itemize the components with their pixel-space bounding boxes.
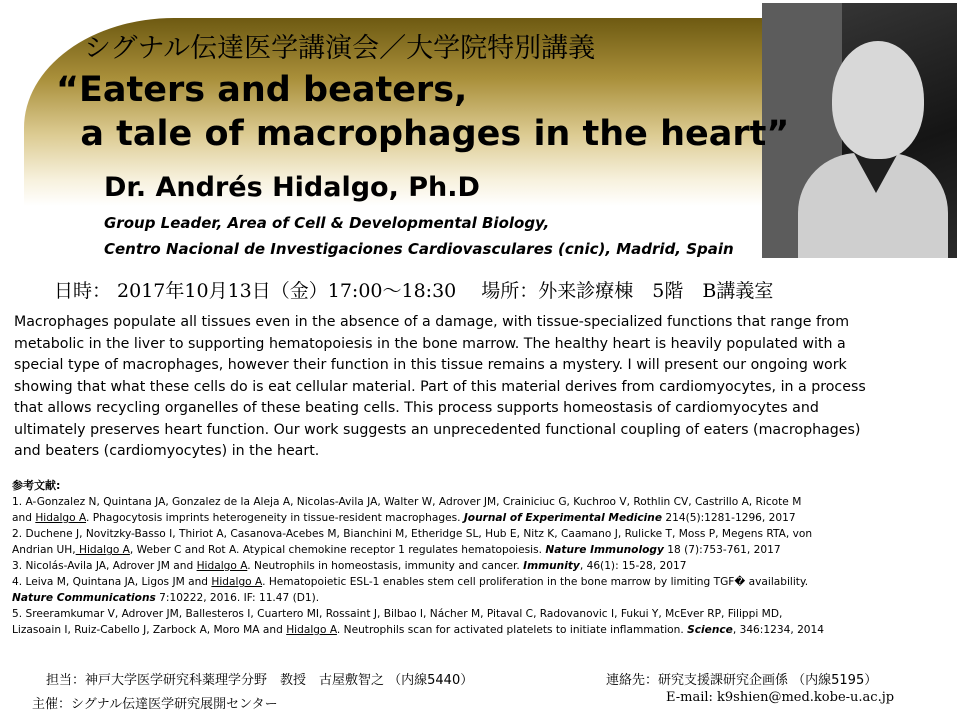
contact-office: 連絡先：研究支援課研究企画係 （内線5195）: [606, 673, 878, 688]
abstract-line: ultimately preserves heart function. Our work suggests an unprecedented functional coupling of eaters (macrophages): [14, 421, 861, 438]
references: [12, 478, 958, 638]
reference-5-line2: Lizasoain I, Ruiz-Cabello J, Zarbock A, Moro MA and Hidalgo A. Neutrophils scan for activated platelets to initiate inflammation. Science, 346:1234, 2014: [12, 624, 825, 636]
contact-email[interactable]: E-mail: k9shien@med.kobe-u.ac.jp: [666, 690, 895, 705]
abstract-line: metabolic in the liver to supporting hematopoiesis in the bone marrow. The healthy heart is heavily populated with a: [14, 335, 846, 352]
reference-3: 3. Nicolás-Avila JA, Adrover JM and Hidalgo A. Neutrophils in homeostasis, immunity and cancer. Immunity, 46(1): 15-28, 2017: [12, 560, 687, 572]
journal-name: Nature Immunology: [545, 544, 664, 556]
abstract-line: showing that what these cells do is eat cellular material. Part of this material derives from cardiomyocytes, in a process: [14, 378, 866, 395]
photo-head: [832, 41, 924, 159]
abstract-line: special type of macrophages, however their function in this tissue remains a mystery. I will present our ongoing work: [14, 357, 847, 373]
reference-2-line1: 2. Duchene J, Novitzky-Basso I, Thiriot A, Casanova-Acebes M, Bianchini M, Etheridge SL, Hub E, Nitz K, Caamano J, Rulicke T, Moss P, Megens RTA, von: [12, 528, 813, 540]
date-and-venue: 日時： 2017年10月13日（金）17:00〜18:30 場所：外来診療棟 5階 B講義室: [54, 280, 774, 302]
journal-name: Nature Communications: [12, 592, 156, 604]
journal-name: Science: [687, 624, 733, 636]
abstract: [14, 312, 954, 463]
journal-name: Journal of Experimental Medicine: [463, 512, 663, 524]
affiliation-line1: Group Leader, Area of Cell & Developmental Biology,: [104, 214, 550, 232]
author-highlight: Hidalgo A: [286, 624, 337, 636]
reference-4-line1: 4. Leiva M, Quintana JA, Ligos JM and Hidalgo A. Hematopoietic ESL-1 enables stem cell proliferation in the bone marrow by limiting TGF� availability.: [12, 576, 809, 588]
references-heading: 参考文献:: [12, 479, 61, 492]
abstract-line: and beaters (cardiomyocytes) in the heart.: [14, 443, 320, 459]
abstract-line: Macrophages populate all tissues even in the absence of a damage, with tissue-specialized functions that range from: [14, 314, 850, 330]
talk-title-line2: a tale of macrophages in the heart”: [56, 114, 790, 154]
author-highlight: Hidalgo A: [75, 544, 130, 556]
contact-person: 担当：神戸大学医学研究科薬理学分野 教授 古屋敷智之 （内線5440）: [46, 673, 474, 688]
author-highlight: Hidalgo A: [196, 560, 248, 572]
organizer: 主催：シグナル伝達医学研究展開センター: [32, 697, 278, 712]
reference-4-line2: Nature Communications 7:10222, 2016. IF: 11.47 (D1).: [12, 592, 320, 604]
talk-title-line1: “Eaters and beaters,: [56, 70, 468, 110]
speaker-photo: [762, 3, 957, 258]
affiliation-line2: Centro Nacional de Investigaciones Cardiovasculares (cnic), Madrid, Spain: [104, 240, 734, 258]
talk-title: [56, 68, 789, 156]
reference-1-line2: and Hidalgo A. Phagocytosis imprints heterogeneity in tissue-resident macrophages. Journal of Experimental Medicine 214(5):1281-1296, 2017: [12, 512, 796, 524]
reference-5-line1: 5. Sreeramkumar V, Adrover JM, Ballesteros I, Cuartero MI, Rossaint J, Bilbao I, Nácher M, Pitaval C, Radovanovic I, Fukui Y, McEver RP, Filippi MD,: [12, 608, 783, 620]
abstract-line: that allows recycling organelles of these beating cells. This process supports homeostasis of cardiomyocytes and: [14, 400, 819, 416]
author-highlight: Hidalgo A: [211, 576, 263, 588]
reference-2-line2: Andrian UH, Hidalgo A, Weber C and Rot A. Atypical chemokine receptor 1 regulates hematopoiesis. Nature Immunology 18 (7):753-761, 2017: [12, 544, 781, 556]
journal-name: Immunity: [523, 560, 580, 572]
event-title: シグナル伝達医学講演会／大学院特別講義: [84, 33, 596, 64]
author-highlight: Hidalgo A: [35, 512, 87, 524]
reference-1-line1: 1. A-Gonzalez N, Quintana JA, Gonzalez de la Aleja A, Nicolas-Avila JA, Walter W, Adrover JM, Crainiciuc G, Kuchroo V, Rothlin CV, Castrillo A, Ricote M: [12, 496, 802, 508]
speaker-name: Dr. Andrés Hidalgo, Ph.D: [104, 172, 480, 203]
